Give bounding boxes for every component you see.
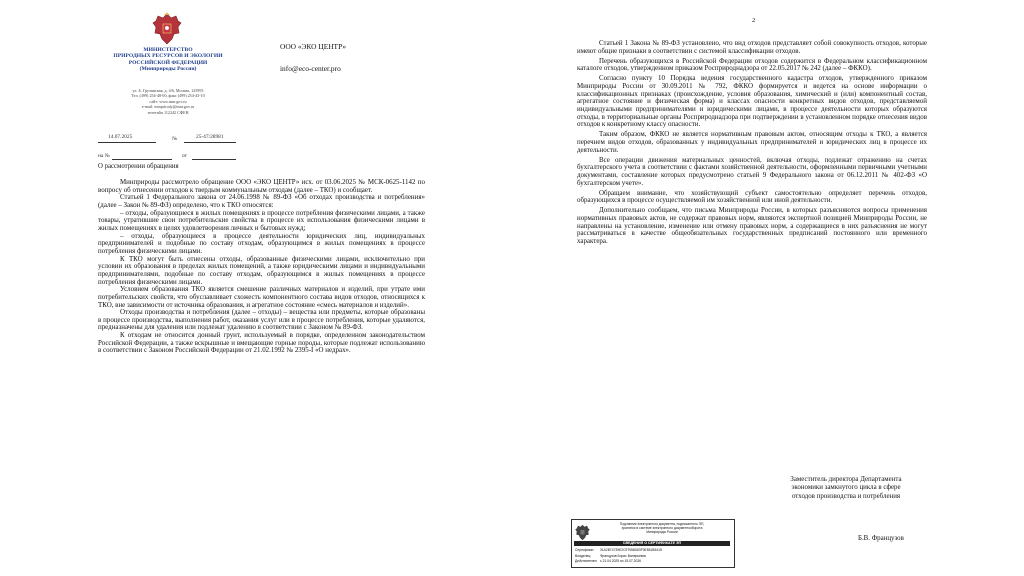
certificate-header-line: Минприроды России xyxy=(646,530,678,534)
paragraph: Статьей 1 Федерального закона от 24.06.1998 № 89-ФЗ «Об отходах производства и потребления» (далее – Закон № 89-ФЗ) определено, что к ТКО относятся: xyxy=(98,193,425,209)
paragraph: Дополнительно сообщаем, что письма Минприроды России, в которых разъясняются вопросы применения нормативных правовых актов, не содержат правовых норм, являются экспертной позицией Минприроды России, не направлены на установление, изменение или отмену правовых норм, а содержащиеся в них разъяснения не могут рассматриваться в качестве общеобязательных государственных предписаний постоянного или временного характера. xyxy=(577,206,927,246)
paragraph: К ТКО могут быть отнесены отходы, образованные физическими лицами, исключительно при условии их образования в пределах жилых помещений, а также юридическими лицами и индивидуальными предпринимателями, подобные по составу отходам, образующимся в жилых помещениях в процессе потребления физическими лицами. xyxy=(98,254,425,286)
address-line: ул. Б. Грузинская, д. 4/6, Москва, 125993 xyxy=(132,88,204,93)
letter-subject: О рассмотрении обращения xyxy=(98,163,179,170)
ministry-line: (Минприроды России) xyxy=(139,66,197,73)
paragraph: Минприроды рассмотрело обращение ООО «ЭКО ЦЕНТР» исх. от 03.06.2025 № МСК-0625-1142 по вопросу об отнесении отходов к твердым коммунальным отходам (далее – ТКО) и сообщает. xyxy=(98,178,425,194)
certificate-header-line: Подлинник электронного документа, подписанного ЭП, xyxy=(619,522,705,526)
certificate-value: 31A2B74739E2C97956D83F0E851B5418 xyxy=(600,548,662,552)
paragraph: Согласно пункту 10 Порядка ведения государственного кадастра отходов, утвержденного приказом Минприроды России от 30.09.2011 № 792, ФККО формируется и ведется на основе информации о классификационных признаках (происхождение, условия образования, химический и (или) компонентный состав, агрегатное состояние и физическая форма) и классах опасности конкретных видов отходов, представляемой индивидуальными предпринимателями и юридическими лицами, в процессе деятельности которых образуются отходы, в территориальные органы Росприроднадзора при подтверждении в установленном порядке отнесения видов отходов к конкретному классу опасности. xyxy=(577,74,927,129)
coat-of-arms-icon xyxy=(152,12,182,46)
address-line: Тел. (499) 254-48-00, факс (499) 254-43-10 xyxy=(131,93,205,99)
certificate-header xyxy=(592,522,732,534)
address-line: сайт: www.mnr.gov.ru xyxy=(149,98,187,104)
letter-body-page-1 xyxy=(98,179,425,355)
signatory-position xyxy=(762,476,930,501)
paragraph: Перечень образующихся в Российской Федерации отходов содержится в Федеральном классификационном каталоге отходов, утвержденном приказом Росприроднадзора от 22.05.2017 № 242 (далее – ФККО). xyxy=(577,56,927,73)
certificate-row xyxy=(575,548,662,552)
paragraph: Таким образом, ФККО не является нормативным правовым актом, относящим отходы к ТКО, а является перечнем видов отходов, образованных у индивидуальных предпринимателей и юридических лиц в процессе их деятельности. xyxy=(577,130,927,154)
number-label: № xyxy=(172,136,178,142)
ministry-line: ПРИРОДНЫХ РЕСУРСОВ И ЭКОЛОГИИ xyxy=(113,53,223,60)
paragraph: Условием образования ТКО является смешение различных материалов и изделий, при утрате ими потребительских свойств, что обуславливает схожесть компонентного состава видов отходов, относящихся к ТКО, вне зависимости от источника образования, и агрегатное состояние «смесь материалов и изделий». xyxy=(98,285,425,309)
certificate-value: Французов Борис Валерьевич xyxy=(600,553,647,558)
certificate-key: Владелец: xyxy=(575,553,592,558)
address-line: телетайп 112242 СФЕН xyxy=(147,109,189,115)
ref-date-underline xyxy=(192,159,236,160)
paragraph: Обращаем внимание, что хозяйствующий субъект самостоятельно определяет перечень отходов, образующихся в процессе осуществляемой им хозяйственной или иной деятельности. xyxy=(577,188,927,205)
recipient-org: ООО «ЭКО ЦЕНТР» xyxy=(280,42,347,51)
ministry-name xyxy=(100,47,236,73)
page-number: 2 xyxy=(752,17,756,24)
signer-name: Б.В. Французов xyxy=(858,535,904,542)
position-line: экономики замкнутого цикла в сфере xyxy=(791,484,901,492)
certificate-value: с 21.04.2025 по 15.07.2026 xyxy=(600,559,642,563)
paragraph: К отходам не относится донный грунт, используемый в порядке, определенном законодательством Российской Федерации, а также вскрышные и вмещающие горные породы, которые подлежат использованию в соответствии с Законом Российской Федерации от 21.02.1992 № 2395-I «О недрах». xyxy=(98,331,425,355)
letter-date: 14.07.2025 xyxy=(108,134,133,140)
certificate-key: Сертификат: xyxy=(575,548,595,552)
number-underline xyxy=(184,142,236,143)
e-signature-certificate xyxy=(571,519,735,568)
certificate-header-line: хранится в системе электронного документооборота xyxy=(621,526,703,530)
ref-from-label: от xyxy=(182,153,187,159)
ref-underline xyxy=(112,159,172,160)
certificate-row xyxy=(575,554,646,558)
ministry-address xyxy=(104,88,232,115)
certificate-key: Действителен: xyxy=(575,559,598,563)
letter-body-page-2 xyxy=(577,40,927,248)
ministry-line: РОССИЙСКОЙ ФЕДЕРАЦИИ xyxy=(128,59,208,66)
position-line: Заместитель директора Департамента xyxy=(790,476,902,483)
ministry-line: МИНИСТЕРСТВО xyxy=(143,47,193,53)
date-underline xyxy=(98,142,156,143)
paragraph: – отходы, образующиеся в жилых помещениях в процессе потребления физическими лицами, а также товары, утратившие свои потребительские свойства в процессе их использования физическими лицами в жилых помещениях в целях удовлетворения личных и бытовых нужд; xyxy=(98,208,425,232)
paragraph: Отходы производства и потребления (далее – отходы) – вещества или предметы, которые образованы в процессе производства, выполнения работ, оказания услуг или в процессе потребления, которые удаляются, предназначены для удаления или подлежат удалению в соответствии с Законом № 89-ФЗ. xyxy=(98,308,425,332)
paragraph: – отходы, образующиеся в процессе деятельности юридических лиц, индивидуальных предпринимателей и подобные по составу отходам, образующимся в жилых помещениях в процессе потребления физическими лицами. xyxy=(98,231,425,255)
paragraph: Все операции движения материальных ценностей, включая отходы, подлежат отражению на счетах бухгалтерского учета в соответствии с фактами хозяйственной деятельности, оформленными первичными учетными документами, составление которых предусмотрено статьей 9 Федерального закона от 06.12.2011 № 402-ФЗ «О бухгалтерском учете». xyxy=(577,155,927,187)
coat-of-arms-icon xyxy=(575,524,590,541)
recipient-email: info@eco-center.pro xyxy=(280,64,341,73)
address-line: e-mail: minprirody@mnr.gov.ru xyxy=(141,104,195,110)
certificate-title: СВЕДЕНИЯ О СЕРТИФИКАТЕ ЭП xyxy=(574,541,730,546)
paragraph: Статьей 1 Закона № 89-ФЗ установлено, что вид отходов представляет собой совокупность отходов, которые имеют общие признаки в соответствии с системой классификации отходов. xyxy=(577,39,927,55)
ref-label: на № xyxy=(98,153,110,159)
letter-number: 25-47/28981 xyxy=(196,134,224,140)
certificate-row xyxy=(575,559,641,563)
position-line: отходов производства и потребления xyxy=(791,492,901,500)
